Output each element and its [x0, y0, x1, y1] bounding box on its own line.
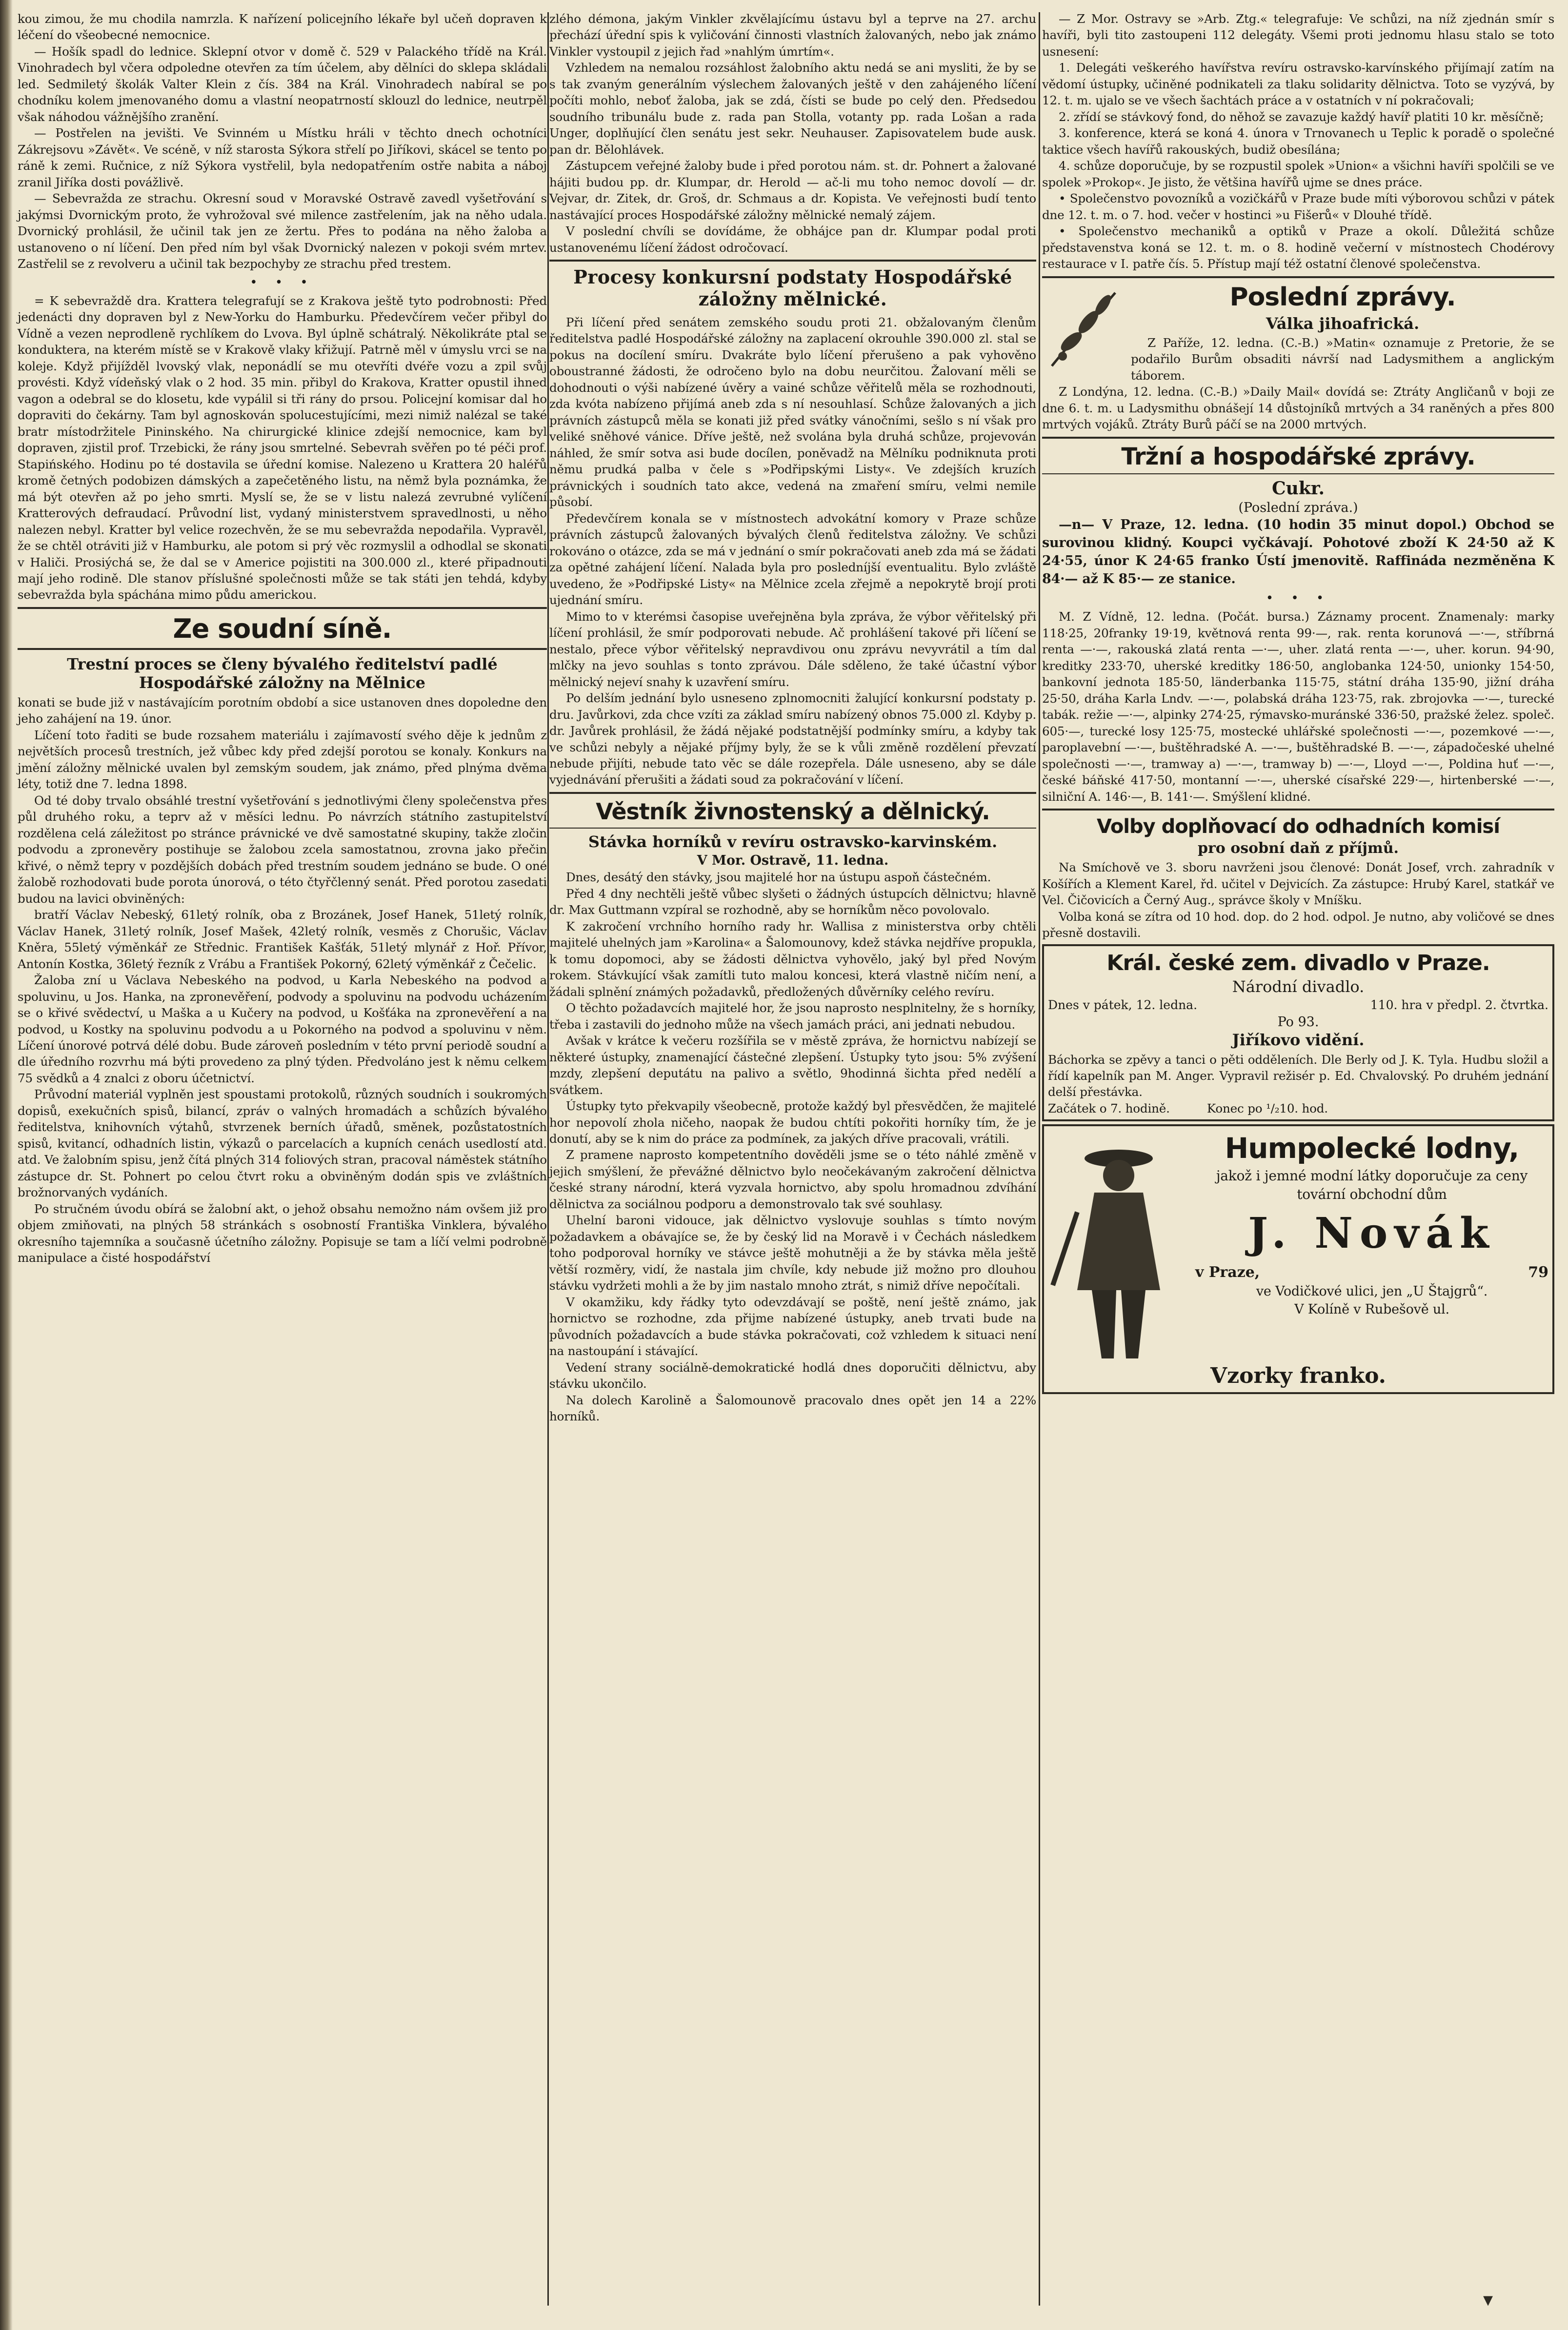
ad-firm: J. Novák — [1248, 1209, 1496, 1258]
article-hosik: — Hošík spadl do lednice. Sklepní otvor v domě č. 529 v Palackého třídě na Král. Vinohradech byl včera odpoledne otevřen za tím účelem, aby dělníci do sklepa skládali led. Sedmiletý školák Valter Klein z čís. 384 na Král. Vinohradech nabíral se po chodníku kolem jmenovaného domu a vlastní neopatrností sklouzl do lednice, neutrpěl však náhodou vážnějšího zranění. — [18, 44, 547, 124]
article-text: —n— V Praze, 12. ledna. (10 hodin 35 minut dopol.) Obchod se surovinou klidný. Koupci vyčkávají. Pohotové zboží K 24·50 až K 24·55, únor K 24·65 franko Ústí jmenovitě. Raffináda nezměněna K 84·— až K 85·— ze stanice. — [1042, 517, 1554, 587]
section-rule — [1042, 437, 1554, 439]
article-text: 1. Delegáti veškerého havířstva revíru ostravsko-karvínského přijímají zatím na vědomí ústupky, učiněné podnikateli za tlaku solidarity dělnictva. Toto se vyzývá, by 12. t. m. ujalo se ve všech šachtách práce a v ostatních v ní pokračovali; — [1042, 61, 1554, 108]
article-text: 3. konference, která se koná 4. února v Trnovanech u Teplic k poradě o společné taktice všech havířů rakouských, budiž obesílána; — [1042, 126, 1554, 157]
dateline: V Mor. Ostravě, 11. ledna. — [697, 853, 889, 869]
article-text: Na dolech Karolině a Šalomounově pracovalo dnes opět jen 14 a 22% horníků. — [549, 1393, 1036, 1424]
subtitle: (Poslední zpráva.) — [1238, 500, 1358, 516]
article-text: V poslední chvíli se dovídáme, že obhájce pan dr. Klumpar podal proti ustanovenému líčení žádost odročovací. — [549, 224, 1036, 255]
article-text: Líčení toto řaditi se bude rozsahem materiálu i zajímavostí svého děje k jednům z největších procesů trestních, jež vůbec kdy před zdejší porotou se konaly. Konkurs na jmění záložny mělnické uvalen byl zemským soudem, jak známo, před plnýma dvěma léty, totiž dne 7. ledna 1898. — [18, 728, 547, 791]
article-postrelen: — Postřelen na jevišti. Ve Svinném u Místku hráli v těchto dnech ochotníci Zákrejsovu »Závět«. Ve scéně, v níž starosta Sýkora střelí po Jiříkovi, skácel se tento po ráně k zemi. Ručnice, z níž Sýkora vystřelil, byla nedopatřením ostře nabita a náboj zranil Jiříka dosti povážlivě. — [18, 126, 547, 189]
theatre-title: Král. české zem. divadlo v Praze. — [1106, 950, 1490, 975]
article-text: Před 4 dny nechtěli ještě vůbec slyšeti o žádných ústupcích dělnictvu; hlavně dr. Max Guttmann vzpíral se rozhodně, aby se horníkům něco povolovalo. — [549, 886, 1036, 917]
article-text: O těchto požadavcích majitelé hor, že jsou naprosto nesplnitelny, že s horníky, třeba i zastavili do jednoho může na všech jamách práci, ani jednati nebudou. — [549, 1001, 1036, 1032]
advertisement-box — [1042, 1124, 1554, 1394]
article-title-sugar: Cukr. — [1272, 478, 1325, 499]
ad-samples: Vzorky franko. — [1210, 1363, 1386, 1389]
article-text: Dnes, desátý den stávky, jsou majitelé hor na ústupu aspoň částečném. — [566, 870, 991, 885]
ad-branch: V Kolíně v Rubešově ul. — [1294, 1301, 1449, 1317]
article-text: bratří Václav Nebeský, 61letý rolník, oba z Brozánek, Josef Hanek, 51letý rolník, Václav Hanek, 31letý rolník, Josef Mašek, 42letý rolník, vesměs z Chorušic, Václav Kněra, 55letý výměnkář ze Střednic. František Kašťák, 51letý mlynář z Hoř. Přívor, Antonín Kostka, 36letý řezník z Vrábu a František Pokorný, 62letý výměnkář z Čečelic. — [18, 908, 547, 971]
ad-text: jakož i jemné modní látky doporučuje za ceny tovární obchodní dům — [1216, 1168, 1528, 1203]
section-title-latest: Poslední zprávy. — [1229, 282, 1456, 312]
subtitle: pro osobní daň z příjmů. — [1198, 840, 1399, 857]
ad-number: 79 — [1528, 1264, 1548, 1281]
section-title-elections: Volby doplňovací do odhadních komisí — [1097, 815, 1500, 838]
article-text: Průvodní materiál vyplněn jest spoustami protokolů, různých soudních i soukromých dopisů, exekučních spisů, bilancí, zpráv o valných hromadách a schůzích bývalého ředitelstva, knihovních výtahů, stvrzenek berních úřadů, směnek, pozůstatostních spisů, kvitancí, odhadních listin, výkazů o parcelacích a kupních cenách usedlostí atd. atd. Ve žalobním spisu, jenž čítá plných 314 foliových stran, pracoval náměstek státního zástupce dr. St. Pohnert po celou čtvrt roku a obviněným dodán spis ve zvláštních brožnorvaných vydáních. — [18, 1087, 547, 1200]
print-mark-icon: ▾ — [1483, 2289, 1493, 2311]
article-text: Avšak v krátce k večeru rozšířila se v městě zpráva, že hornictvu nabízejí se některé ústupky, znamenající částečné zlepšení. Ústupky tyto jsou: 5% zvýšení mzdy, zlepšení deputátu na palivo a světlo, 9hodinná šichta před nedělí a svátkem. — [549, 1033, 1036, 1097]
notice-mechanici: • Společenstvo mechaniků a optiků v Praze a okolí. Důležitá schůze představenstva koná se 12. t. m. o 8. hodině večerní v místnostech Chodérovy restaurace v I. patře čís. 5. Přístup mají též ostatní členové společenstva. — [1042, 224, 1554, 271]
article-text: Z Londýna, 12. ledna. (C.-B.) »Daily Mail« dovídá se: Ztráty Angličanů v boji ze dne 6. t. m. u Ladysmithu obnášejí 14 důstojníků mrtvých a 34 raněných a přes 800 mrtvých vojáků. Ztráty Burů páčí se na 2000 mrtvých. — [1042, 385, 1554, 432]
column-2 — [549, 11, 1036, 1425]
article-text: Vzhledem na nemalou rozsáhlost žalobního aktu nedá se ani mysliti, že by se s tak zvaným generálním výslechem žalovaných ještě v den zahájeného líčení počíti mohlo, neboť žaloba, jak se zdá, čísti se bude po celý den. Předsedou soudního tribunálu bude z. rada pan Stolla, votanty pp. rada Lošan a rada Unger, doplňující člen senátu jest sekr. Neuhauser. Zapisovatelem bude ausk. pan dr. Bělohlávek. — [549, 61, 1036, 157]
theatre-text: Báchorka se zpěvy a tanci o pěti odděleních. Dle Berly od J. K. Tyla. Hudbu složil a řídí kapelník pan M. Anger. Vypravil režisér p. Ed. Chvalovský. Po druhém jednání delší přestávka. — [1048, 1052, 1548, 1099]
article-text: Žaloba zní u Václava Nebeského na podvod, u Karla Nebeského na podvod a spoluvinu, u Jos. Hanka, na zpronevěření, podvody a spoluvinu na podvodu ucházením se o křivé svědectví, u Maška a u Kučery na podvod, u Košťáka na zpronevěření a na podvod, u Kostky na spoluvinu podvodu a u Pokorného na podvod a spoluvinu v něm. Líčení únorové potrvá délé dobu. Bude zároveň posledním v této první periodě soudní a dle úředního rozvrhu má býti provedeno za plný týden. Předvoláno jest k němu celkem 75 svědků a 4 znalci z oboru účetnictví. — [18, 973, 547, 1085]
article-text: Uhelní baroni vidouce, jak dělnictvo vyslovuje souhlas s tímto novým požadavkem a obávajíce se, že by český lid na Moravě i v Čechách následkem toho podporoval horníky ve stávce ještě mohutněji a že by stávka měla ještě větší rozměry, vidí, že nastala jim chvíle, kdy nebude již možno pro dlouhou stávku vydržeti mohli a že by jim nastalo mnoho ztrát, s nimiž dříve nepočítali. — [549, 1213, 1036, 1293]
ad-city: v Praze, — [1195, 1264, 1260, 1281]
theatre-times: Začátek o 7. hodině. Konec po ¹/₂10. hod. — [1048, 1101, 1328, 1115]
oak-branch-icon — [1042, 283, 1125, 371]
article-title-war: Válka jihoafrická. — [1266, 314, 1420, 333]
section-title-court: Ze soudní síně. — [173, 613, 392, 644]
section-rule — [549, 828, 1036, 829]
article-text: Na Smíchově ve 3. sboru navrženi jsou členové: Donát Josef, vrch. zahradník v Košířích a Klement Karel, řd. učitel v Dejvicích. Za zástupce: Hrubý Karel, statkář ve Vel. Čičovicích a Černý Aug., správce školy v Mníšku. — [1042, 860, 1554, 908]
theatre-info-row — [1048, 997, 1548, 1013]
column-rule — [547, 12, 549, 2306]
section-rule — [1042, 276, 1554, 278]
theatre-date: Dnes v pátek, 12. ledna. — [1048, 998, 1198, 1013]
article-text: Zástupcem veřejné žaloby bude i před porotou nám. st. dr. Pohnert a žalované hájiti budou pp. dr. Klumpar, dr. Herold — ač-li mu toho nemoc dovolí — dr. Vejvar, dr. Zitek, dr. Groš, dr. Schmaus a dr. Kopista. Ve veřejnosti budí tento nastávající proces Hospodářské záložny mělnické nemalý zájem. — [549, 159, 1036, 222]
theatre-subtitle: Národní divadlo. — [1232, 977, 1365, 996]
article-text: M. Z Vídně, 12. ledna. (Počát. bursa.) Záznamy procent. Znamenaly: marky 118·25, 20franky 19·19, květnová renta 99·—, rak. renta korunová —·—, stříbrná renta —·—, rakouská zlatá renta —·—, uher. zlatá renta —·—, uher. korun. 94·90, kreditky 233·70, uherské kreditky 186·50, anglobanka 124·50, unionky 154·50, bankovní jednota 185·50, länderbanka 115·75, státní dráha 135·90, jižní dráha 25·50, dráha Karla Lndv. —·—, polabská dráha 123·75, rak. zbrojovka —·—, turecké tabák. režie —·—, alpinky 274·25, rýmavsko-muránské 336·50, pražské želez. společ. 605·—, turecké losy 125·75, mostecké uhlářské společnosti —·—, pozemkové —·—, paroplavební —·—, buštěhradské A. —·—, buštěhradské B. —·—, západočeské uhelné společnosti —·—, tramway a) —·—, tramway b) —·—, Lloyd —·—, Poldina huť —·—, české báňské 417·50, montanní —·—, uherské císařské 229·—, hirtenberské —·—, silniční A. 146·—, B. 141·—. Smýšlení klidné. — [1042, 609, 1554, 804]
ad-city-row — [1195, 1263, 1548, 1283]
section-rule — [1042, 473, 1554, 474]
article-text: Z Paříže, 12. ledna. (C.-B.) »Matin« oznamuje z Pretorie, že se podařilo Burům obsaditi návrší nad Ladysmithem a anglickým táborem. — [1131, 335, 1554, 383]
article-text: 4. schůze doporučuje, by se rozpustil spolek »Union« a všichni havíři spolčili se ve spolek »Prokop«. Je jisto, že většina havířů ujme se dnes práce. — [1042, 159, 1554, 189]
column-rule — [1039, 12, 1040, 2306]
article-title-strike: Stávka horníků v revíru ostravsko-karvinském. — [588, 832, 998, 851]
article-text: Po stručném úvodu obírá se žalobní akt, o jehož obsahu nemožno nám ovšem již pro objem zmiňovati, na plných 58 stránkách s osobností Františka Vinklera, bývalého okresního tajemníka a současně účetního záložny. Popisuje se tam a líčí velmi podrobně manipulace a čisté hospodářství — [18, 1201, 547, 1265]
article-text: zlého démona, jakým Vinkler zkvělajícímu ústavu byl a teprve na 27. archu přechází úřední spis k vyličování činnosti vlastních žalovaných, nebo jak známo Vinkler vystoupil z jejich řad »nahlým úmrtím«. — [549, 12, 1036, 59]
section-rule — [549, 260, 1036, 262]
column-1 — [18, 11, 547, 1266]
article-kratter: = K sebevraždě dra. Krattera telegrafují se z Krakova ještě tyto podrobnosti: Před jedenácti dny dopraven byl z New-Yorku do Hamburku. Předevčírem večer přibyl do Vídně a vezen neprodleně rychlíkem do Lvova. Byl úplně schátralý. Několikráte ptal se konduktera, na kterém místě se v Krakově vlaky křižují. Patrně měl v úmyslu vrci se na koleje. Když přijížděl lvovský vlak, neponádlí se mu otevříti dvéře vozu a zpil svůj provésti. Když vídeňský vlak o 2 hod. 35 min. přibyl do Krakova, Kratter opustil ihned vagon a odebral se do klosetu, kde vypálil si tři rány do prsou. Policejní komisar dal ho dopraviti do čekárny. Tam byl agnoskován spolucestujícími, mezi nimiž nalézal se také bratr místodržitele Pininského. Na chirurgické klinice zdejší nemocnice, kam byl dopraven, zjistil prof. Trzebicki, že rány jsou smrtelné. Sebevrah svěřen po té péči prof. Stapińského. Hodinu po té dostavila se úřední komise. Nalezeno u Krattera 20 haléřů kromě četných podobizen dámských a zapečetěného listu, na němž byla poznámka, že má být otevřen až po jeho smrti. Myslí se, že se v listu nalezá zevrubné vylíčení Kratterových defraudací. Průvodní list, vydaný ministerstvem spravedlnosti, u něho nalezen nebyl. Kratter byl velice rozechvěn, že se mu sebevražda nepodařila. Vypravěl, že se chtěl otráviti již v Hamburku, ale potom si prý věc rozmyslil a odhodlal se skonati v Haliči. Prosiýchá se, že dal se v Americe pojistiti na 300.000 zl., které připadnouti mají jeho rodině. Dle stanov příslušné společnosti může se tak státi jen tehdá, kdyby sebevražda byla spáchána mimo půdu americkou. — [18, 293, 547, 602]
article-text: Z pramene naprosto kompetentního dověděli jsme se o této náhlé změně v jejich smýšlení, že převážné dělnictvo bylo neočekávaným zakročení dělnictva české strany národní, která vyzvala hornictvo, aby spolu hromadnou zdvíhání dělnictva za sociálnou podporu a demonstrovalo tak své souhlasy. — [549, 1148, 1036, 1211]
notice-povoznici: • Společenstvo povozníků a vozičkářů v Praze bude míti výborovou schůzi v pátek dne 12. t. m. o 7. hod. večer v hostinci »u Fišerů« v Dlouhé třídě. — [1042, 191, 1554, 222]
section-rule — [18, 648, 547, 650]
article-text: Předevčírem konala se v místnostech advokátní komory v Praze schůze právních zástupců žalovaných bývalých členů ředitelstva záložny. Ve schůzi rokováno o otázce, zda se má v jednání o smír pokračovati aneb zda má se žádati za opětné zahájení líčení. Nalada byla pro posledníjší eventualitu. Bylo zvláště uvedeno, že »Podřipské Listy« na Mělnice zcela zřejmě a nepokrytě brojí proti ujednání smíru. — [549, 511, 1036, 608]
section-title-market: Tržní a hospodářské zprávy. — [1121, 443, 1475, 470]
theatre-box — [1042, 944, 1554, 1122]
separator-stars: • • • — [250, 275, 315, 290]
separator-stars: • • • — [1266, 591, 1331, 606]
article-text: konati se bude již v nastávajícím porotním období a sice ustanoven dnes dopoledne den jeho zahájení na 19. únor. — [18, 695, 547, 726]
theatre-play: Jiříkovo vidění. — [1232, 1031, 1365, 1050]
theatre-po: Po 93. — [1277, 1014, 1319, 1030]
binding-shadow — [0, 0, 13, 2330]
article-text: V okamžiku, kdy řádky tyto odevzdávají se poště, není ještě známo, jak hornictvo se rozhodne, zda přijme nabízené ústupky, aneb trvati bude na původních požadavcích a bude stávka pokračovati, což vzhledem k situaci není na nastoupání i stávající. — [549, 1295, 1036, 1358]
article-title-trial: Trestní proces se členy bývalého ředitelství padlé Hospodářské záložny na Mělnice — [67, 655, 498, 692]
column-3 — [1042, 11, 1554, 1397]
article-text: 2. zřídí se stávkový fond, do něhož se zavazuje každý havíř platiti 10 kr. měsíčně; — [1059, 109, 1544, 124]
article-text: Při líčení před senátem zemského soudu proti 21. obžalovaným členům ředitelstva padlé Hospodářské záložny na zaplacení okrouhle 390.000 zl. stal se pokus na docílení smíru. Dvakráte bylo líčení přerušeno a pak vyhověno oboustranné žádosti, že odročeno bylo na dobu neurčitou. Žalovaní měli se dohodnouti o výši nabízené úvěry a vainé schůze věřitelů měla se rozhodnouti, zda kvóta nabízeno přijímá aneb zda s ní nesouhlasí. Schůze žalovaných a jich právních zástupců měla se konati již před svátky vánočními, sešlo s ní však pro veliké sněhové vánice. Dříve ještě, než svolána byla druhá schůze, projevován náhled, že smír sotva asi bude docílen, poněvadž na Mělníku podniknuta proti němu prudká palba v čele s »Podřipskými Listy«. Ve zdejších kruzích právnických i soudních tato akce, vedená na zmaření smíru, velmi nemile působí. — [549, 315, 1036, 509]
article-ostrava: — Z Mor. Ostravy se »Arb. Ztg.« telegrafuje: Ve schůzi, na níž zjednán smír s havíři, byli tito zastoupeni 112 delegáty. Všemi proti jednomu hlasu stalo se toto usnesení: — [1042, 12, 1554, 59]
section-rule — [1042, 809, 1554, 810]
section-title-trade: Věstník živnostenský a dělnický. — [596, 798, 990, 825]
article-text: Po delším jednání bylo usneseno zplnomocniti žalující konkursní podstaty p. dru. Javůrkovi, zda chce vzíti za základ smíru nabízený obnos 75.000 zl. Kdyby p. dr. Javůrek prohlásil, že žádá nějaké podstatnější podmínky smíru, a kdyby tak ve schůzi nebyly a nějaké příjmy byly, že se k vůli změně rozdělení převzatí nebude přijíti, nebude tato věc se dále rozepřela. Dále usneseno, aby se dále vyjednávání přerušiti a žádati soud za pokračování v líčení. — [549, 691, 1036, 787]
article-text: Ústupky tyto překvapily všeobecně, protože každý byl přesvědčen, že majitelé hor nepovolí zhola ničeho, naopak že budou chtíti pokořiti horníky tím, že je donutí, aby se k nim do práce za podmínek, za jakých dříve pracovali, vrátili. — [549, 1099, 1036, 1146]
ad-address: ve Vodičkové ulici, jen „U Štajgrů“. — [1256, 1284, 1488, 1299]
article-text: Vedení strany sociálně-demokratické hodlá dnes doporučiti dělnictvu, aby stávku ukončilo. — [549, 1360, 1036, 1391]
article-text: kou zimou, že mu chodila namrzla. K nařízení policejního lékaře byl učeň dopraven k léčení do všeobecné nemocnice. — [18, 12, 547, 42]
theatre-perf: 110. hra v předpl. 2. čtvrtka. — [1370, 998, 1548, 1013]
latest-news-header — [1042, 283, 1554, 333]
article-text: Od té doby trvalo obsáhlé trestní vyšetřování s jednotlivými členy společenstva přes půl druhého roku, a teprv až v měsíci lednu. Po návrzích státního zastupitelství rozdělena celá záležitost po stránce právnické ve dvě samostatné skupiny, takže zločin podvodu a zpronevěry postihuje se žalobou zcela samostatnou, zrovna jako přečin křivé, o němž tepry v pozdějších dobách před trestním soudem jednáno se bude. O oné žalobě rozhodovati bude porota únorová, o této čtyřčlenný senát. Před porotou zasedati budou na lavici obviněných: — [18, 793, 547, 906]
article-title-konkurs: Procesy konkursní podstaty Hospodářské záložny mělnické. — [573, 266, 1012, 310]
peasant-figure-icon — [1048, 1129, 1189, 1363]
article-text: Mimo to v kterémsi časopise uveřejněna byla zpráva, že výbor věřitelský při líčení prohlásil, že smír podporovati nebude. Ač prohlášení takové při líčení se nestalo, přece výbor věřitelský nepravdivou onu zprávu nevyvrátil a tím dal mlčky na jevo souhlas s tonto zprávou. Dále sděleno, že také účastní výbor mělnický nejeví snahy k uzavření smíru. — [549, 609, 1036, 689]
article-text: Volba koná se zítra od 10 hod. dop. do 2 hod. odpol. Je nutno, aby voličové se dnes přesně dostavili. — [1042, 909, 1554, 940]
section-rule — [18, 607, 547, 609]
ad-title: Humpolecké lodny, — [1225, 1132, 1519, 1165]
section-rule — [549, 792, 1036, 794]
article-text: K zakročení vrchního horního rady hr. Wallisa z ministerstva orby chtěli majitelé uhelných jam »Karolina« a Šalomounovy, kdež stávka nejdříve propukla, k tomu dopomoci, aby se žádosti dělnictva vyhovělo, jaký byl před Novým rokem. Stávkující však zamítli tuto malou koncesi, která vlastně ničím není, a žádali splnění známých požadavků, předložených důvěrníky celého revíru. — [549, 919, 1036, 999]
article-sebevrazda: — Sebevražda ze strachu. Okresní soud v Moravské Ostravě zavedl vyšetřování s jakýmsi Dvornickým proto, že vyhrožoval své milence zastřelením, jak na něho udala. Dvornický prohlásil, že učinil tak jen ze žertu. Přes to podána na něho žaloba a ustanoveno o ní líčení. Den před ním byl však Dvornický nalezen v pokoji svém mrtev. Zastřelil se z revolveru a učinil tak bezpochyby ze strachu před trestem. — [18, 191, 547, 271]
